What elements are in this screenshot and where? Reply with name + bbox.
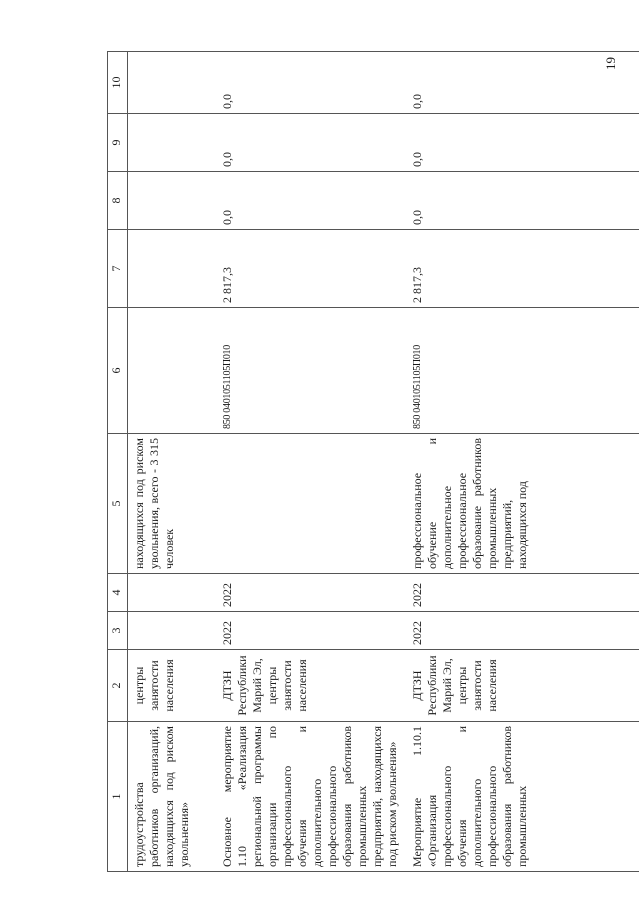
cell-end-year — [128, 574, 213, 612]
cell-measure: трудоустройства работников организаций, находящихся под риском увольнения» — [128, 722, 213, 872]
cell-start-year: 2022 — [402, 612, 639, 650]
header-cell: 1 — [108, 722, 128, 872]
cell-value — [128, 52, 213, 114]
cell-executor: ДТЗН Республики Марий Эл, центры занятости населения — [402, 650, 639, 722]
cell-code — [128, 308, 213, 434]
header-cell: 3 — [108, 612, 128, 650]
cell-value: 0,0 — [212, 114, 402, 172]
header-cell: 5 — [108, 434, 128, 574]
cell-code: 850 0401051105П010 — [212, 308, 402, 434]
cell-executor: центры занятости населения — [128, 650, 213, 722]
cell-measure: Основное мероприятие 1.10 «Реализация региональной программы организации по профессионального обучения и дополнительного профессионального образования работников промышленных предприятий, находящихся под риском увольнения» — [212, 722, 402, 872]
cell-measure: Мероприятие 1.10.1 «Организация профессионального обучения и дополнительного профессионального образования работников промышленных — [402, 722, 639, 872]
cell-value — [128, 114, 213, 172]
header-cell: 2 — [108, 650, 128, 722]
header-cell: 6 — [108, 308, 128, 434]
cell-amount: 2 817,3 — [402, 230, 639, 308]
cell-start-year: 2022 — [212, 612, 402, 650]
page-number: 19 — [603, 57, 618, 70]
cell-value: 0,0 — [212, 52, 402, 114]
cell-value: 0,0 — [402, 52, 639, 114]
header-row — [108, 52, 128, 872]
cell-end-year: 2022 — [212, 574, 402, 612]
cell-result: профессиональное обучение и дополнительное профессиональное образование работников промышленных предприятий, находящихся под — [402, 434, 639, 574]
cell-amount: 2 817,3 — [212, 230, 402, 308]
cell-code: 850 0401051105П010 — [402, 308, 639, 434]
cell-value — [128, 172, 213, 230]
rotated-table-container — [107, 52, 627, 872]
cell-result — [212, 434, 402, 574]
header-cell: 7 — [108, 230, 128, 308]
cell-executor: ДТЗН Республики Марий Эл, центры занятости населения — [212, 650, 402, 722]
cell-value: 0,0 — [212, 172, 402, 230]
program-table — [107, 51, 639, 872]
header-cell: 8 — [108, 172, 128, 230]
cell-amount — [128, 230, 213, 308]
cell-start-year — [128, 612, 213, 650]
table-row — [128, 52, 213, 872]
cell-value: 0,0 — [402, 172, 639, 230]
table-row — [402, 52, 639, 872]
header-cell: 10 — [108, 52, 128, 114]
cell-end-year: 2022 — [402, 574, 639, 612]
cell-result: находящихся под риском увольнения, всего - 3 315 человек — [128, 434, 213, 574]
header-cell: 4 — [108, 574, 128, 612]
table-row — [212, 52, 402, 872]
cell-value: 0,0 — [402, 114, 639, 172]
header-cell: 9 — [108, 114, 128, 172]
